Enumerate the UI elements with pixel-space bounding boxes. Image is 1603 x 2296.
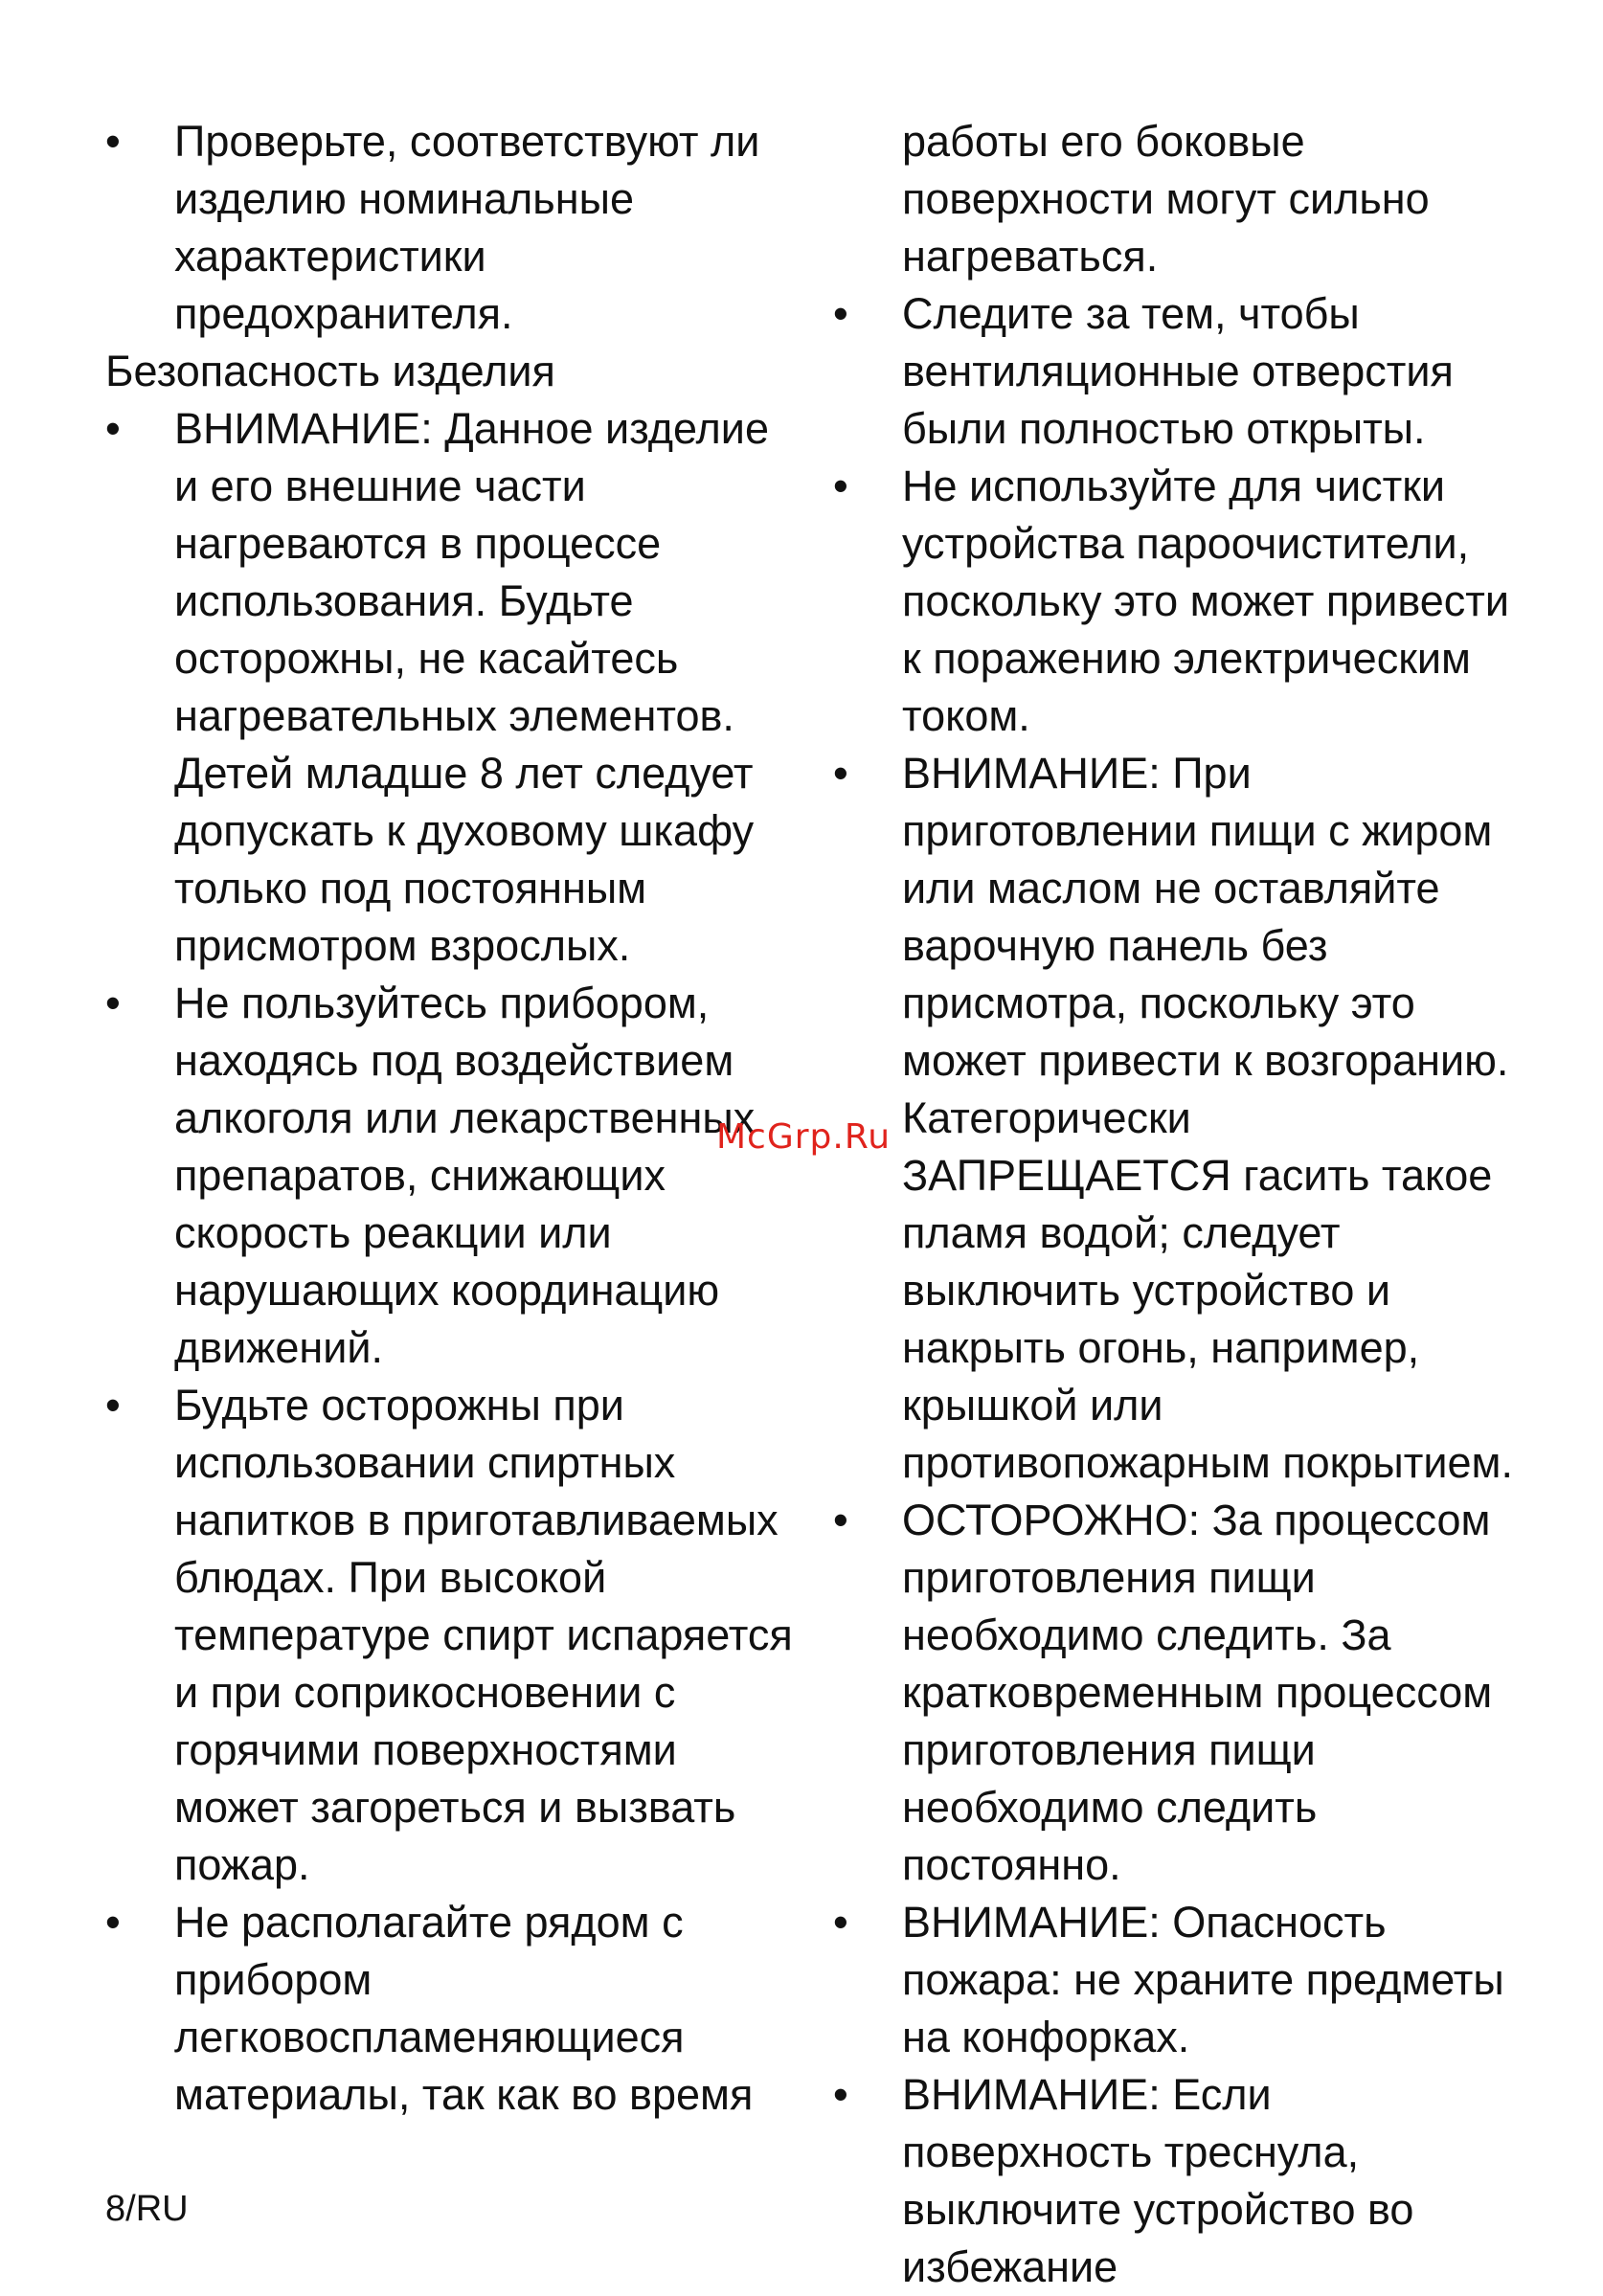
list-item-text: ВНИМАНИЕ: Опасность пожара: не храните предметы на конфорках. bbox=[902, 1898, 1504, 2061]
bullet-icon: • bbox=[105, 979, 121, 1027]
list-item bbox=[833, 1492, 1523, 1894]
list-item-text: Не располагайте рядом с прибором легковоспламеняющиеся материалы, так как во время bbox=[174, 1898, 754, 2119]
bullet-icon: • bbox=[833, 1898, 848, 1947]
list-item-text: Не используйте для чистки устройства пароочистители, поскольку это может привести к поражению электрическим током. bbox=[902, 461, 1510, 740]
list-item bbox=[105, 1894, 804, 2124]
bullet-icon: • bbox=[833, 461, 848, 510]
watermark: McGrp.Ru bbox=[716, 1117, 892, 1157]
section-heading: Безопасность изделия bbox=[105, 347, 555, 395]
bullet-list-right bbox=[833, 285, 1523, 2296]
list-item-text: Будьте осторожны при использовании спиртных напитков в приготавливаемых блюдах. При высокой температуре спирт испаряется и при соприкосновении с горячими поверхностями может загореться и вызвать пожар. bbox=[174, 1381, 793, 1889]
list-item bbox=[105, 1377, 804, 1894]
list-item-text: ВНИМАНИЕ: При приготовлении пищи с жиром или маслом не оставляйте варочную панель без присмотра, поскольку это может привести к возгоранию. Категорически ЗАПРЕЩАЕТСЯ гасить такое пламя водой; следует выключить устройство и накрыть огонь, например, крышкой или противопожарным покрытием. bbox=[902, 749, 1513, 1487]
right-column bbox=[833, 113, 1523, 2296]
bullet-list-left bbox=[105, 400, 804, 2124]
bullet-list-left-top bbox=[105, 113, 804, 343]
list-item bbox=[105, 975, 804, 1377]
bullet-icon: • bbox=[105, 117, 121, 166]
bullet-icon: • bbox=[833, 1496, 848, 1544]
list-item bbox=[833, 1894, 1523, 2066]
list-item bbox=[833, 285, 1523, 458]
bullet-icon: • bbox=[105, 1381, 121, 1429]
continued-text: работы его боковые поверхности могут сильно нагреваться. bbox=[902, 117, 1430, 281]
bullet-icon: • bbox=[105, 404, 121, 453]
list-item bbox=[833, 2066, 1523, 2296]
bullet-icon: • bbox=[833, 289, 848, 338]
bullet-icon: • bbox=[105, 1898, 121, 1947]
list-item-text: Проверьте, соответствуют ли изделию номинальные характеристики предохранителя. bbox=[174, 117, 760, 338]
bullet-icon: • bbox=[833, 2070, 848, 2119]
list-item bbox=[105, 400, 804, 975]
list-item-text: Следите за тем, чтобы вентиляционные отверстия были полностью открыты. bbox=[902, 289, 1454, 453]
page-number: 8/RU bbox=[105, 2189, 189, 2229]
list-item-text: ВНИМАНИЕ: Данное изделие и его внешние части нагреваются в процессе использования. Будьте осторожны, не касайтесь нагревательных элементов. Детей младше 8 лет следует допускать к духовому шкафу только под постоянным присмотром взрослых. bbox=[174, 404, 769, 970]
list-item bbox=[833, 458, 1523, 745]
list-item bbox=[833, 745, 1523, 1492]
left-column bbox=[105, 113, 804, 2124]
list-item bbox=[105, 113, 804, 343]
list-item-text: Не пользуйтесь прибором, находясь под воздействием алкоголя или лекарственных препаратов, снижающих скорость реакции или нарушающих координацию движений. bbox=[174, 979, 756, 1372]
list-item-text: ОСТОРОЖНО: За процессом приготовления пищи необходимо следить. За кратковременным процессом приготовления пищи необходимо следить постоянно. bbox=[902, 1496, 1493, 1889]
bullet-icon: • bbox=[833, 749, 848, 798]
list-item-text: ВНИМАНИЕ: Если поверхность треснула, выключите устройство во избежание bbox=[902, 2070, 1414, 2291]
